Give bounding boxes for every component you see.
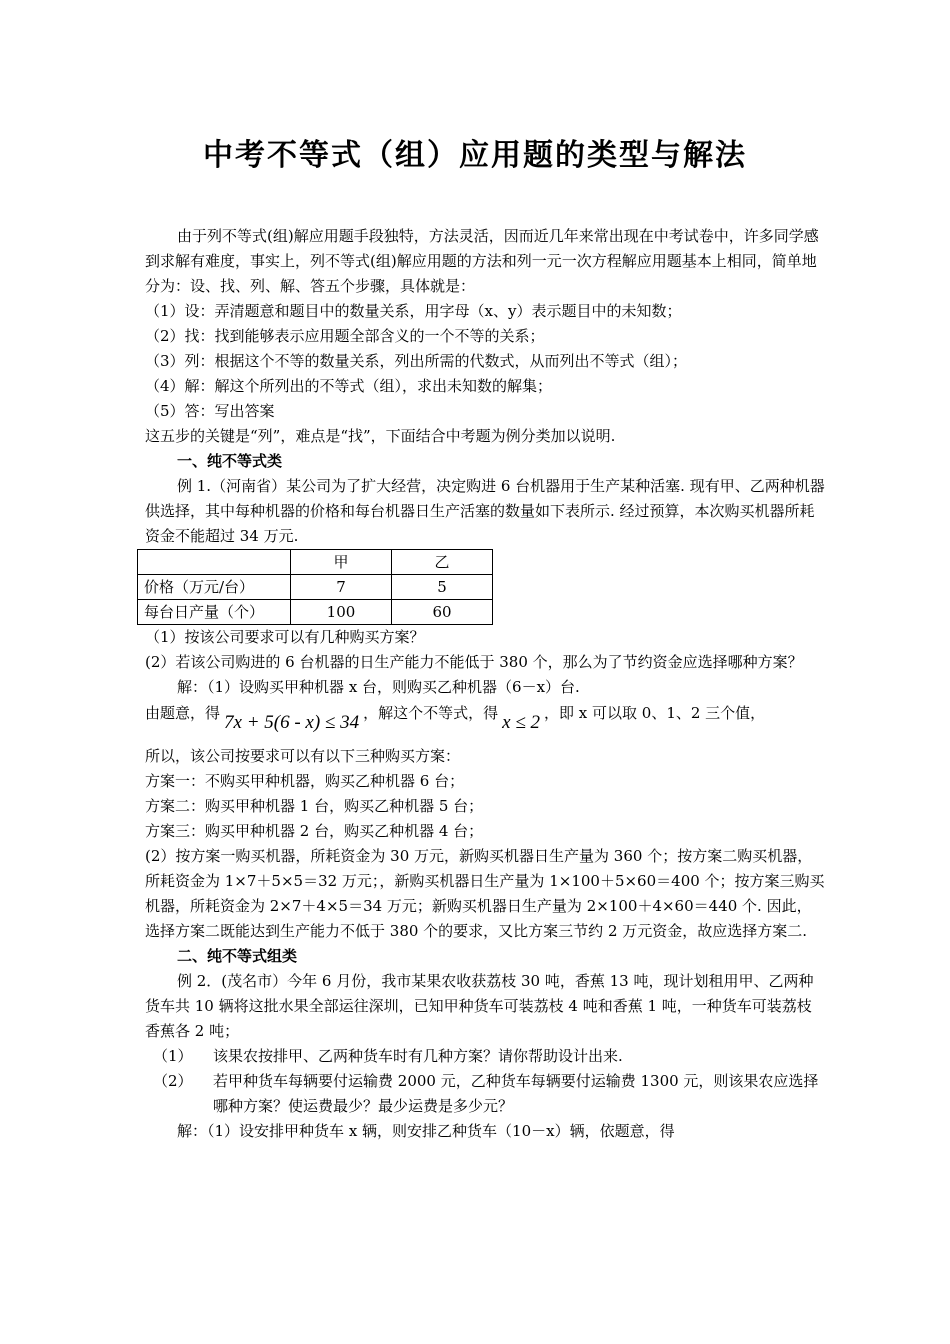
table-cell: 5 bbox=[392, 575, 493, 600]
solution-text-c: ，即 x 可以取 0、1、2 三个值， bbox=[544, 704, 766, 722]
table-row bbox=[138, 575, 493, 600]
question-text: 该果农按排甲、乙两种货车时有几种方案？请你帮助设计出来. bbox=[213, 1047, 623, 1065]
inequality-formula: 7x + 5(6 - x) ≤ 34 bbox=[224, 712, 360, 733]
table-header-cell: 甲 bbox=[291, 550, 392, 575]
solution-text-b: ，解这个不等式，得 bbox=[363, 704, 499, 722]
example2-question-2 bbox=[145, 1069, 825, 1119]
example2-question-1 bbox=[145, 1044, 825, 1069]
table-header-cell: 乙 bbox=[392, 550, 493, 575]
plan-3: 方案三：购买甲种机器 2 台，购买乙种机器 4 台； bbox=[145, 822, 484, 840]
key-note: 这五步的关键是“列”，难点是“找”，下面结合中考题为例分类加以说明. bbox=[145, 427, 616, 445]
solution-formula-line bbox=[145, 700, 825, 733]
solution-part2: (2）按方案一购买机器，所耗资金为 30 万元，新购买机器日生产量为 360 个；按方案二购买机器，所耗资金为 1×7＋5×5＝32 万元；，新购买机器日生产量为 1×100＋5×60＝400 个；按方案三购买机器，所耗资金为 2×7＋4×5＝34 万元；新购买机器日生产量为 2×100＋4×60＝440 个. 因此，选择方案二既能达到生产能力不低于 380 个的要求，又比方案三节约 2 万元资金，故应选择方案二. bbox=[145, 847, 825, 940]
machine-table bbox=[137, 549, 493, 625]
table-cell: 价格（万元/台） bbox=[138, 575, 291, 600]
step-1: （1）设：弄清题意和题目中的数量关系，用字母（x、y）表示题目中的未知数； bbox=[145, 302, 682, 320]
table-header-row bbox=[138, 550, 493, 575]
question-number: （2） bbox=[153, 1072, 193, 1090]
table-cell: 60 bbox=[392, 600, 493, 625]
intro-paragraph: 由于列不等式(组)解应用题手段独特，方法灵活，因而近几年来常出现在中考试卷中，许多同学感到求解有难度，事实上，列不等式(组)解应用题的方法和列一元一次方程解应用题基本上相同，简单地分为：设、找、列、解、答五个步骤，具体就是： bbox=[145, 227, 819, 295]
solution-start: 解：（1）设购买甲种机器 x 台，则购买乙种机器（6－x）台. bbox=[177, 678, 580, 696]
table-header-cell bbox=[138, 550, 291, 575]
step-4: （4）解：解这个所列出的不等式（组），求出未知数的解集； bbox=[145, 377, 553, 395]
page-title: 中考不等式（组）应用题的类型与解法 bbox=[203, 138, 747, 173]
example2-solution-start: 解：（1）设安排甲种货车 x 辆，则安排乙种货车（10－x）辆，依题意，得 bbox=[177, 1122, 675, 1140]
step-5: （5）答：写出答案 bbox=[145, 402, 275, 420]
table-row bbox=[138, 600, 493, 625]
question-2: (2）若该公司购进的 6 台机器的日生产能力不能低于 380 个，那么为了节约资金应选择哪种方案？ bbox=[145, 653, 803, 671]
table-cell: 7 bbox=[291, 575, 392, 600]
solution-formula: x ≤ 2 bbox=[502, 712, 541, 733]
question-1: （1）按该公司要求可以有几种购买方案？ bbox=[145, 628, 425, 646]
example2-text: 例 2．(茂名市）今年 6 月份，我市某果农收获荔枝 30 吨，香蕉 13 吨，现计划租用甲、乙两种货车共 10 辆将这批水果全部运往深圳，已知甲种货车可装荔枝 4 吨和香蕉 1 吨，一种货车可装荔枝香蕉各 2 吨； bbox=[145, 972, 814, 1040]
plans-intro: 所以，该公司按要求可以有以下三种购买方案： bbox=[145, 747, 461, 765]
step-3: （3）列：根据这个不等的数量关系，列出所需的代数式，从而列出不等式（组）； bbox=[145, 352, 688, 370]
question-number: （1） bbox=[153, 1047, 193, 1065]
solution-text-a: 由题意，得 bbox=[145, 704, 221, 722]
question-text: 若甲种货车每辆要付运输费 2000 元，乙种货车每辆要付运输费 1300 元，则该果农应选择哪种方案？使运费最少？最少运费是多少元？ bbox=[213, 1072, 819, 1115]
plan-1: 方案一：不购买甲种机器，购买乙种机器 6 台； bbox=[145, 772, 465, 790]
table-cell: 每台日产量（个） bbox=[138, 600, 291, 625]
table-cell: 100 bbox=[291, 600, 392, 625]
plan-2: 方案二：购买甲种机器 1 台，购买乙种机器 5 台； bbox=[145, 797, 484, 815]
step-2: （2）找：找到能够表示应用题全部含义的一个不等的关系； bbox=[145, 327, 545, 345]
document-body bbox=[145, 224, 825, 1144]
section2-heading: 二、纯不等式组类 bbox=[177, 947, 298, 965]
section1-heading: 一、纯不等式类 bbox=[177, 452, 283, 470]
example1-text: 例 1.（河南省）某公司为了扩大经营，决定购进 6 台机器用于生产某种活塞. 现有甲、乙两种机器供选择，其中每种机器的价格和每台机器日生产活塞的数量如下表所示. 经过预算，本次购买机器所耗资金不能超过 34 万元. bbox=[145, 477, 825, 545]
